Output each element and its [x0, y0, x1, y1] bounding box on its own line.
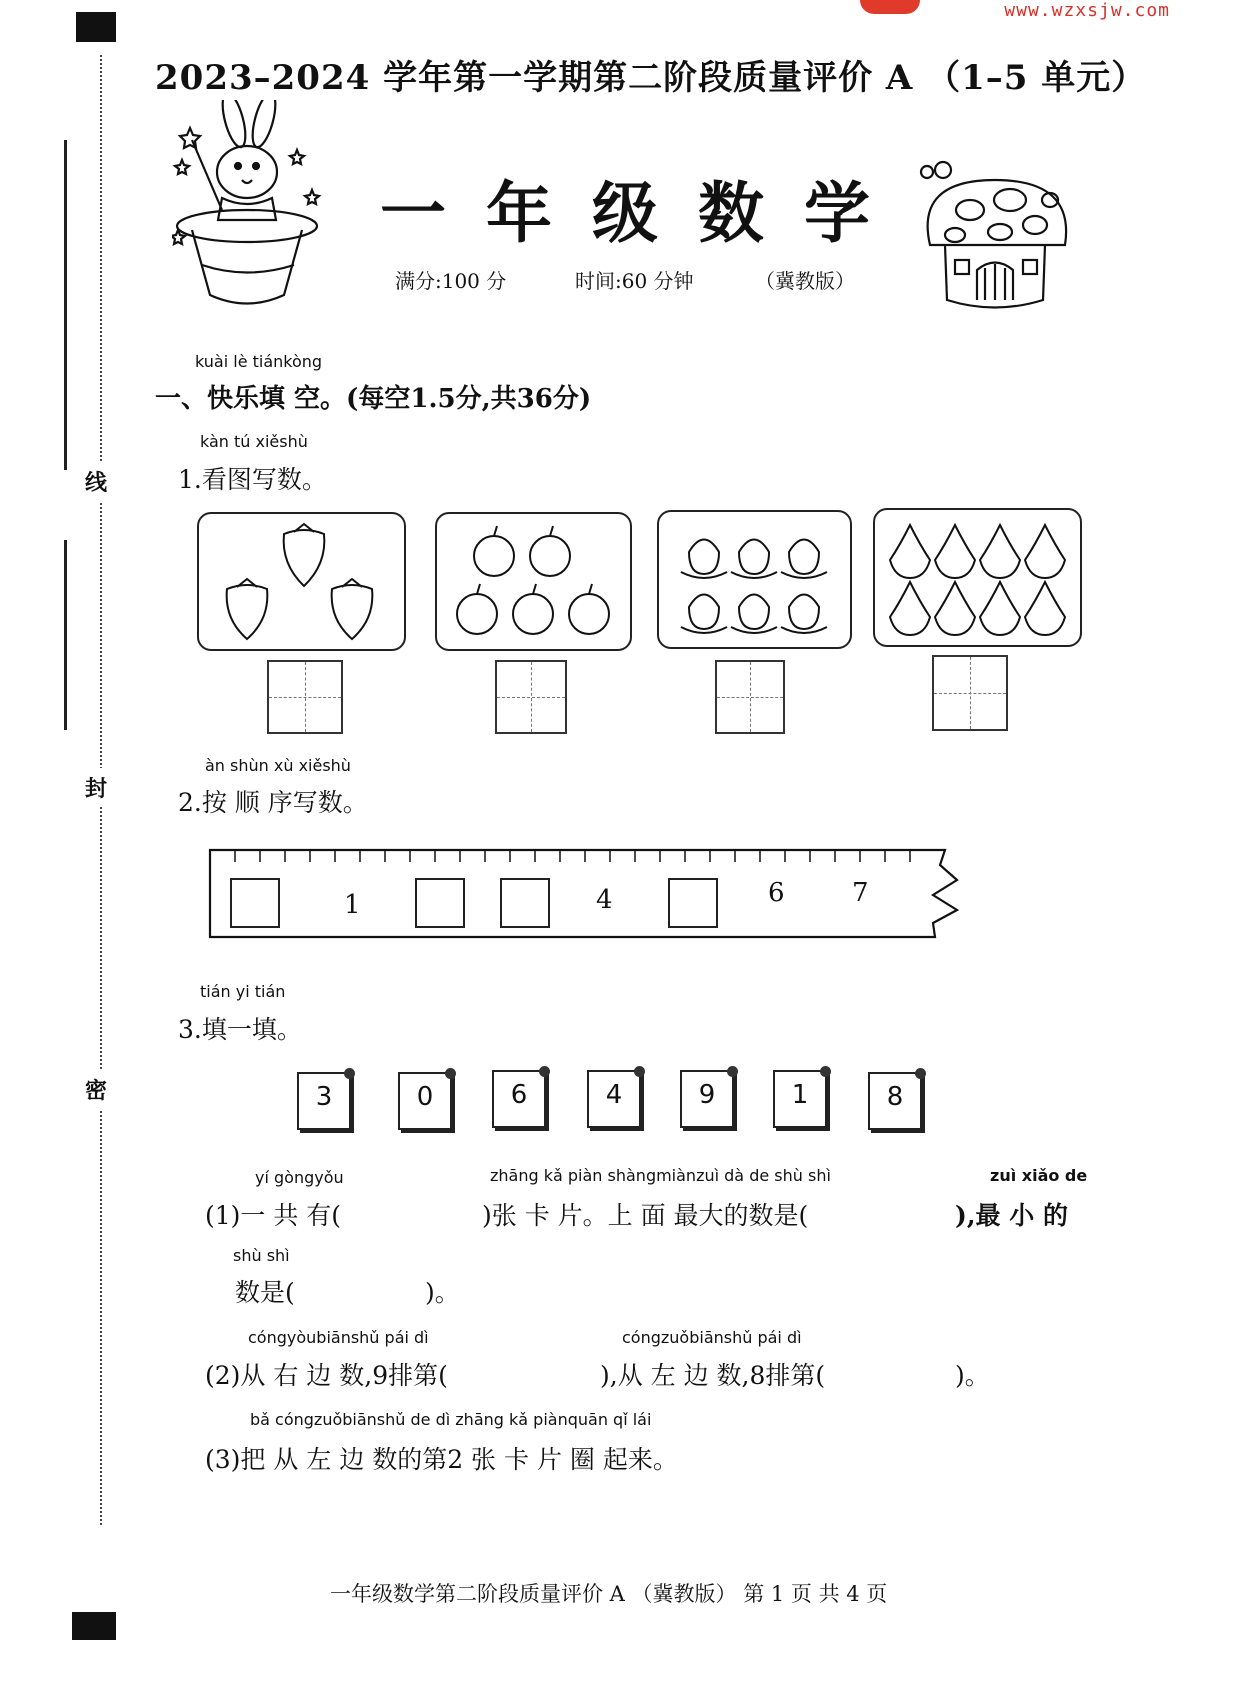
peach-picture — [657, 510, 852, 649]
full-score: 满分:100 分 — [395, 269, 507, 293]
page-footer: 一年级数学第二阶段质量评价 A （冀教版） 第 1 页 共 4 页 — [330, 1582, 888, 1606]
pear-icons — [875, 510, 1080, 645]
apple-picture — [435, 512, 632, 651]
q1-pinyin: kàn tú xiěshù — [200, 432, 308, 451]
strawberry-picture — [197, 512, 406, 651]
q3-p1-pinyin-b: zhāng kǎ piàn shàngmiànzuì dà de shù shì — [490, 1166, 831, 1185]
q3-p1-pinyin-d: shù shì — [233, 1246, 290, 1265]
pear-answer-box[interactable] — [932, 655, 1008, 731]
pin-icon — [445, 1068, 456, 1079]
card-value: 6 — [510, 1080, 528, 1110]
q3-p3-pinyin: bǎ cóngzuǒbiānshǔ de dì zhāng kǎ piànquān qǐ lái — [250, 1410, 652, 1429]
q3-p2-pinyin-a: cóngyòubiānshǔ pái dì — [248, 1328, 429, 1347]
q3-pinyin: tián yi tián — [200, 982, 286, 1001]
q3-p1-text-e: )。 — [425, 1278, 460, 1307]
corner-mark-bottom — [72, 1612, 116, 1640]
mushroom-house-illustration — [915, 160, 1085, 320]
left-rule-top — [64, 140, 67, 470]
q3-p1-text-d: 数是( — [235, 1278, 295, 1307]
peach-icons — [659, 512, 850, 647]
pin-icon — [344, 1068, 355, 1079]
q3-p2-text-a: (2)从 右 边 数,9排第( — [205, 1361, 448, 1390]
left-rule-bottom — [64, 540, 67, 730]
number-card[interactable] — [492, 1070, 546, 1128]
apple-answer-box[interactable] — [495, 660, 567, 734]
number-card[interactable] — [680, 1070, 734, 1128]
pin-icon — [915, 1068, 926, 1079]
number-card[interactable] — [297, 1072, 351, 1130]
card-value: 4 — [605, 1080, 623, 1110]
q3-p1-text-b: )张 卡 片。上 面 最大的数是( — [482, 1201, 809, 1230]
section1-pinyin: kuài lè tiánkòng — [195, 352, 323, 371]
card-value: 1 — [791, 1080, 809, 1110]
ruler-blank-2[interactable] — [415, 878, 465, 928]
ruler-number-4: 4 — [596, 885, 613, 915]
binding-char-seal: 封 — [85, 768, 107, 807]
q3-p2-pinyin-b: cóngzuǒbiānshǔ pái dì — [622, 1328, 802, 1347]
ruler-blank-3[interactable] — [500, 878, 550, 928]
corner-mark-top — [76, 12, 116, 42]
q3-p1-text-c: ),最 小 的 — [955, 1201, 1068, 1230]
number-card[interactable] — [587, 1070, 641, 1128]
card-value: 8 — [886, 1082, 904, 1112]
ruler-number-7: 7 — [852, 878, 869, 908]
pin-icon — [539, 1066, 550, 1077]
card-value: 0 — [416, 1082, 434, 1112]
exam-header-title: 2023–2024 学年第一学期第二阶段质量评价 A （1–5 单元） — [155, 58, 1147, 98]
number-card[interactable] — [398, 1072, 452, 1130]
q3-p1-pinyin-a: yí gòngyǒu — [255, 1168, 344, 1187]
card-value: 3 — [315, 1082, 333, 1112]
q3-p1-pinyin-c: zuì xiǎo de — [990, 1166, 1088, 1185]
strawberry-icons — [199, 514, 404, 649]
q3-title: 3.填一填。 — [178, 1015, 302, 1044]
pin-icon — [820, 1066, 831, 1077]
card-value: 9 — [698, 1080, 716, 1110]
watermark-logo — [860, 0, 920, 14]
ruler-blank-5[interactable] — [668, 878, 718, 928]
binding-char-secret: 密 — [85, 1070, 107, 1109]
q1-title: 1.看图写数。 — [178, 465, 327, 494]
pin-icon — [727, 1066, 738, 1077]
ruler-blank-0[interactable] — [230, 878, 280, 928]
section1-title: 一、快乐填 空。(每空1.5分,共36分) — [155, 384, 592, 414]
binding-char-line: 线 — [85, 462, 107, 501]
q3-p1-text-a: (1)一 共 有( — [205, 1201, 342, 1230]
number-ruler — [205, 845, 965, 945]
q2-title: 2.按 顺 序写数。 — [178, 788, 368, 817]
number-card[interactable] — [773, 1070, 827, 1128]
q2-pinyin: àn shùn xù xiěshù — [205, 756, 351, 775]
number-card[interactable] — [868, 1072, 922, 1130]
apple-icons — [437, 514, 630, 649]
pin-icon — [634, 1066, 645, 1077]
exam-time: 时间:60 分钟 — [575, 269, 694, 293]
q3-p2-text-b: ),从 左 边 数,8排第( — [600, 1361, 826, 1390]
strawberry-answer-box[interactable] — [267, 660, 343, 734]
ruler-number-1: 1 — [344, 890, 361, 920]
q3-p3-text: (3)把 从 左 边 数的第2 张 卡 片 圈 起来。 — [205, 1445, 678, 1474]
q3-p2-text-c: )。 — [955, 1361, 990, 1390]
edition: （冀教版） — [755, 269, 855, 293]
peach-answer-box[interactable] — [715, 660, 785, 734]
subject-title: 一年级数学 — [380, 174, 910, 252]
pear-picture — [873, 508, 1082, 647]
ruler-number-6: 6 — [768, 878, 785, 908]
watermark-text: www.wzxsjw.com — [1004, 0, 1170, 21]
rabbit-magician-illustration — [172, 100, 342, 320]
